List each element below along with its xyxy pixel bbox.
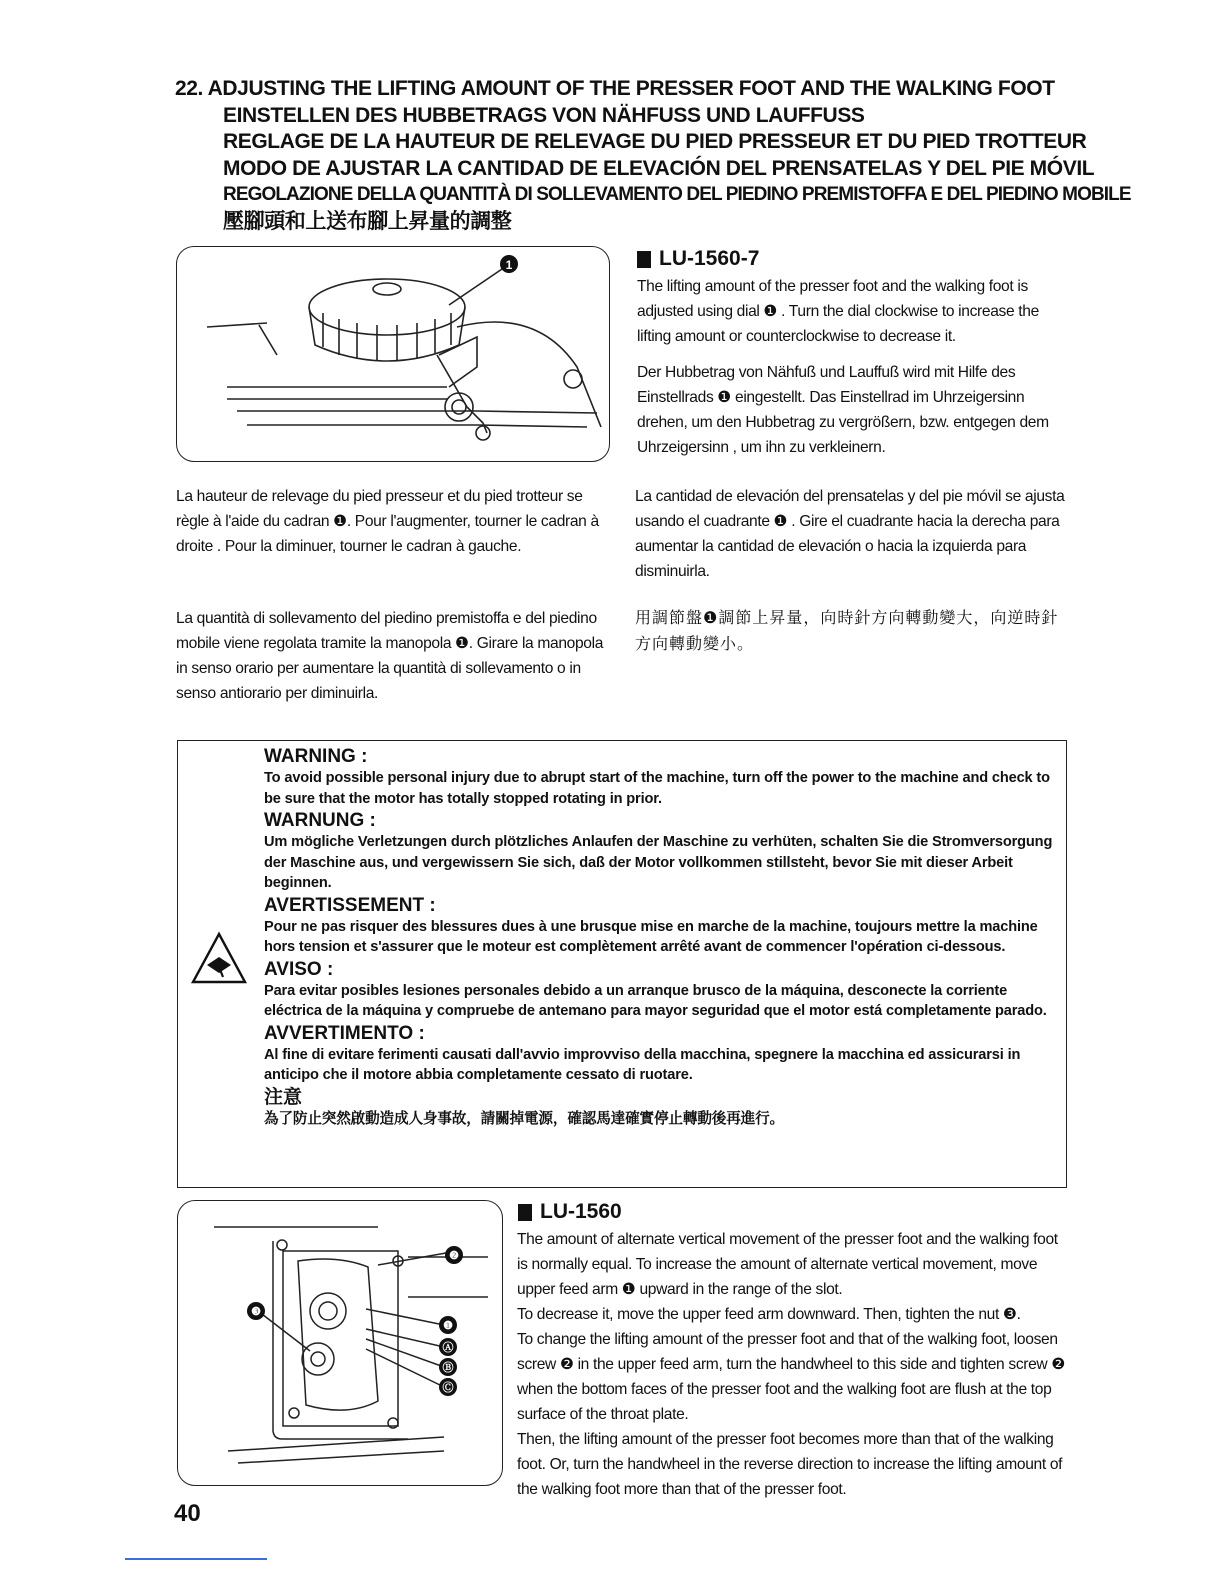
section2-text <box>517 1227 1069 1502</box>
section2-heading <box>518 1200 622 1224</box>
warning-zh-head: 注意 <box>264 1086 303 1108</box>
warning-fr-head: AVERTISSEMENT : <box>264 894 436 916</box>
warning-es-head: AVISO : <box>264 958 334 980</box>
warning-en: To avoid possible personal injury due to abrupt start of the machine, turn off the power to the machine and check to be sure that the motor has totally stopped rotating in prior. <box>264 770 1050 807</box>
title-en: 22. ADJUSTING THE LIFTING AMOUNT OF THE PRESSER FOOT AND THE WALKING FOOT <box>175 77 1055 100</box>
section2-para-3: To change the lifting amount of the presser foot and that of the walking foot, loosen screw ❷ in the upper feed arm, turn the handwheel to this side and tighten screw ❷ when the bottom faces of the presser foot and the walking foot are flush at the top surface of the throat plate. <box>517 1331 1065 1423</box>
page-number: 40 <box>174 1500 201 1527</box>
section-titles <box>175 76 1131 235</box>
dial-illustration <box>177 247 609 461</box>
section2-heading-text: LU-1560 <box>540 1200 622 1223</box>
footer-link-line <box>125 1558 267 1560</box>
title-fr: REGLAGE DE LA HAUTEUR DE RELEVAGE DU PIED PRESSEUR ET DU PIED TROTTEUR <box>223 130 1087 153</box>
warning-box <box>177 740 1067 1188</box>
warning-zh: 為了防止突然啟動造成人身事故，請關掉電源，確認馬達確實停止轉動後再進行。 <box>264 1110 784 1127</box>
section1-heading <box>637 247 759 271</box>
section1-de: Der Hubbetrag von Nähfuß und Lauffuß wird mit Hilfe des Einstellrads ❶ eingestellt. Das Einstellrad im Uhrzeigersinn drehen, um den Hubbetrag zu vergrößern, bzw. entgegen dem Uhrzeigersinn , um ihn zu verkleinern. <box>637 364 1049 456</box>
section1-it: La quantità di sollevamento del piedino premistoffa e del piedino mobile viene regolata tramite la manopola ❶. Girare la manopola in senso orario per aumentare la quantità di sollevamento o in senso antiorario per diminuirla. <box>176 610 604 702</box>
warning-de: Um mögliche Verletzungen durch plötzliches Anlaufen der Maschine zu verhüten, schalten Sie die Stromversorgung der Maschine aus, und vergewissern Sie sich, daß der Motor vollkommen stillsteht, bevor Sie mit dieser Arbeit beginnen. <box>264 834 1053 891</box>
warning-content <box>264 745 1060 1129</box>
figure-dial <box>176 246 610 462</box>
callout-c: Ⓒ <box>442 1382 454 1394</box>
callout-2: ❷ <box>449 1250 459 1262</box>
feed-arm-illustration <box>178 1201 502 1485</box>
title-it: REGOLAZIONE DELLA QUANTITÀ DI SOLLEVAMENTO DEL PIEDINO PREMISTOFFA E DEL PIEDINO MOBILE <box>223 184 1131 205</box>
section1-es: La cantidad de elevación del prensatelas y del pie móvil se ajusta usando el cuadrante ❶ . Gire el cuadrante hacia la derecha para aumentar la cantidad de elevación o hacia la izquierda para disminuirla. <box>635 488 1065 580</box>
callout-3: ❸ <box>251 1306 261 1318</box>
callout-a: Ⓐ <box>442 1342 454 1354</box>
section1-right-column <box>637 274 1069 471</box>
title-es: MODO DE AJUSTAR LA CANTIDAD DE ELEVACIÓN DEL PRENSATELAS Y DEL PIE MÓVIL <box>223 156 1095 180</box>
section1-fr: La hauteur de relevage du pied presseur et du pied trotteur se règle à l'aide du cadran ❶. Pour l'augmenter, tourner le cadran à droite . Pour la diminuer, tourner le cadran à gauche. <box>176 488 599 555</box>
warning-it-head: AVVERTIMENTO : <box>264 1022 425 1044</box>
warning-it: Al fine di evitare ferimenti causati dall'avvio improvviso della macchina, spegnere la macchina ed assicurarsi in anticipo che il motore abbia completamente cessato di ruotare. <box>264 1046 1021 1083</box>
square-bullet-icon <box>518 1204 532 1221</box>
warning-de-head: WARNUNG : <box>264 810 376 831</box>
callout-b: Ⓑ <box>442 1362 454 1374</box>
title-zh: 壓腳頭和上送布腳上昇量的調整 <box>223 209 512 233</box>
warning-en-head: WARNING : <box>264 746 368 767</box>
section1-heading-text: LU-1560-7 <box>659 247 760 270</box>
warning-es: Para evitar posibles lesiones personales debido a un arranque brusco de la máquina, desconecte la corriente eléctrica de la máquina y compruebe de antemano para mayor seguridad que el motor está completamente parado. <box>264 982 1047 1019</box>
section2-para-2: To decrease it, move the upper feed arm downward. Then, tighten the nut ❸. <box>517 1306 1021 1323</box>
section2-para-1: The amount of alternate vertical movement of the presser foot and the walking foot is normally equal. To increase the amount of alternate vertical movement, move upper feed arm ❶ upward in the range of the slot. <box>517 1231 1058 1298</box>
section2-para-4: Then, the lifting amount of the presser foot becomes more than that of the walking foot. Or, turn the handwheel in the reverse direction to increase the lifting amount of the walking foot more than that of the presser foot. <box>517 1431 1063 1498</box>
title-de: EINSTELLEN DES HUBBETRAGS VON NÄHFUSS UND LAUFFUSS <box>223 103 865 127</box>
warning-fr: Pour ne pas risquer des blessures dues à une brusque mise en marche de la machine, toujours mettre la machine hors tension et s'assurer que le moteur est complètement arrêté avant de commencer l'opération ci-dessous. <box>264 918 1038 955</box>
svg-text:1: 1 <box>505 258 513 272</box>
section1-zh: 用調節盤❶調節上昇量，向時針方向轉動變大，向逆時針方向轉動變小。 <box>635 610 1059 653</box>
figure-feed-arm <box>177 1200 503 1486</box>
warning-triangle-icon <box>190 931 248 985</box>
callout-1: ❶ <box>443 1320 453 1332</box>
square-bullet-icon <box>637 251 651 268</box>
section1-en: The lifting amount of the presser foot and the walking foot is adjusted using dial ❶ . Turn the dial clockwise to increase the lifting amount or counterclockwise to decrease it. <box>637 278 1039 345</box>
